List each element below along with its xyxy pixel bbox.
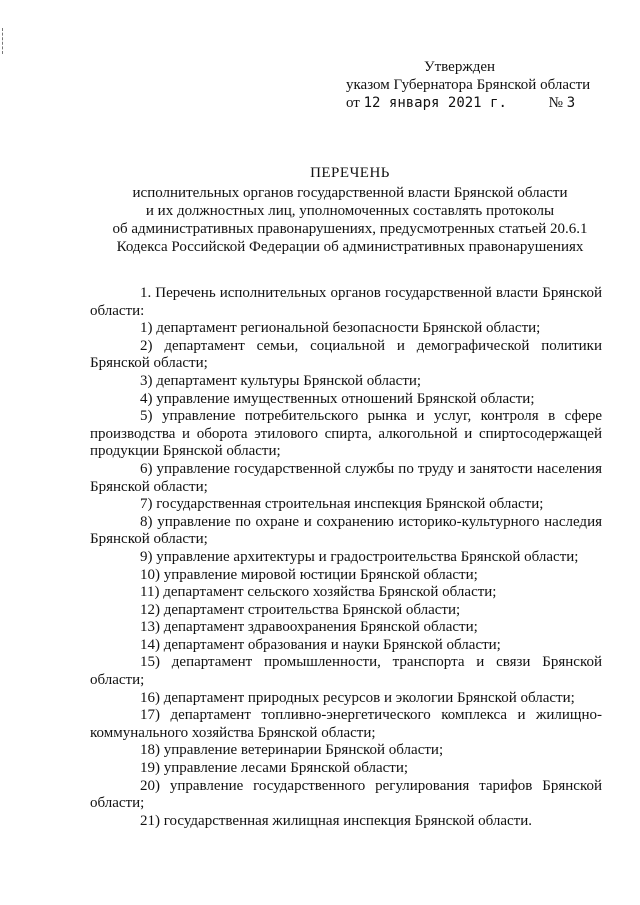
- list-intro: 1. Перечень исполнительных органов государственной власти Брянской области:: [90, 285, 602, 319]
- list-item: 21) государственная жилищная инспекция Брянской области.: [140, 812, 532, 829]
- list-item: 2) департамент семьи, социальной и демографической политики Брянской области;: [90, 337, 602, 372]
- list-item: 19) управление лесами Брянской области;: [140, 760, 409, 777]
- list-item: 3) департамент культуры Брянской области;: [140, 372, 422, 389]
- heading-line: об административных правонарушениях, предусмотренных статьей 20.6.1: [112, 221, 588, 237]
- document-title: ПЕРЕЧЕНЬ: [310, 165, 390, 181]
- list-item: 11) департамент сельского хозяйства Брянской области;: [140, 584, 497, 601]
- list-item: 7) государственная строительная инспекция Брянской области;: [140, 496, 544, 513]
- heading-line: Кодекса Российской Федерации об административных правонарушениях: [116, 239, 584, 255]
- margin-mark: [2, 28, 4, 54]
- list-item: 12) департамент строительства Брянской области;: [140, 601, 461, 618]
- list-item: 9) управление архитектуры и градостроительства Брянской области;: [140, 548, 579, 565]
- date-value: 12 января 2021 г.: [363, 95, 507, 111]
- list-item: 15) департамент промышленности, транспорта и связи Брянской области;: [90, 654, 602, 689]
- list-item: 1) департамент региональной безопасности Брянской области;: [140, 320, 541, 337]
- list-item: 10) управление мировой юстиции Брянской области;: [140, 566, 478, 583]
- document-heading: [90, 164, 610, 256]
- list-item: 18) управление ветеринарии Брянской области;: [140, 742, 444, 759]
- list-item: 8) управление по охране и сохранению историко-культурного наследия Брянской области;: [90, 513, 602, 548]
- heading-line: исполнительных органов государственной власти Брянской области: [132, 185, 568, 201]
- list-item: 16) департамент природных ресурсов и экологии Брянской области;: [140, 689, 575, 706]
- approval-block: [346, 58, 616, 112]
- list-item: 6) управление государственной службы по труду и занятости населения Брянской области;: [90, 460, 602, 495]
- list-item: 17) департамент топливно-энергетического комплекса и жилищно-коммунального хозяйства Брянской области;: [90, 707, 602, 741]
- list-item: 5) управление потребительского рынка и услуг, контроля в сфере производства и оборота этилового спирта, алкогольной и спиртосодержащей продукции Брянской области;: [90, 408, 602, 460]
- list-item: 13) департамент здравоохранения Брянской области;: [140, 619, 478, 636]
- list-item: 14) департамент образования и науки Брянской области;: [140, 636, 501, 653]
- document-body: [90, 285, 602, 830]
- approval-authority: указом Губернатора Брянской области: [346, 77, 591, 93]
- list-item: 4) управление имущественных отношений Брянской области;: [140, 390, 535, 407]
- approval-title: Утвержден: [424, 59, 496, 75]
- list-item: 20) управление государственного регулирования тарифов Брянской области;: [90, 777, 602, 812]
- heading-line: и их должностных лиц, уполномоченных составлять протоколы: [145, 203, 555, 219]
- number-label: №: [548, 95, 563, 111]
- number-value: 3: [566, 95, 576, 111]
- date-prefix: от: [346, 95, 360, 111]
- approval-date-line: [346, 94, 616, 112]
